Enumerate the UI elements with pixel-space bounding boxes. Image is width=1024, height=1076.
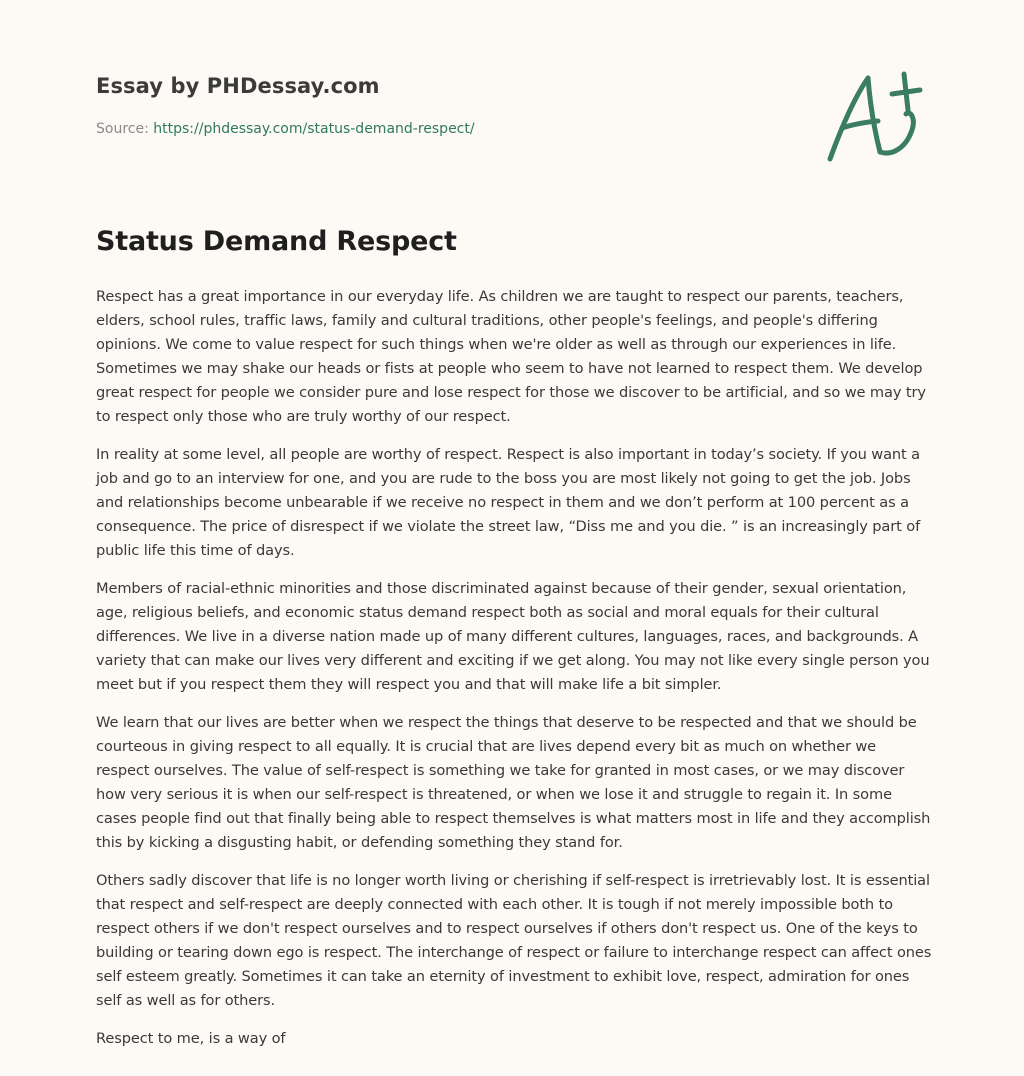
essay-paragraph: In reality at some level, all people are worthy of respect. Respect is also important in today’s society. If you want a job and go to an interview for one, and you are rude to the boss you are most likely not going to get the job. Jobs and relationships become unbearable if we receive no respect in them and we don’t perform at 100 percent as a consequence. The price of disrespect if we violate the street law, “Diss me and you die. ” is an increasingly part of public life this time of days. — [96, 446, 921, 559]
essay-paragraph: Respect has a great importance in our everyday life. As children we are taught to respect our parents, teachers, elders, school rules, traffic laws, family and cultural traditions, other people's feelings, and people's differing opinions. We come to value respect for such things when we're older as well as through our experiences in life. Sometimes we may shake our heads or fists at people who seem to have not learned to respect them. We develop great respect for people we consider pure and lose respect for those we discover to be artificial, and so we may try to respect only those who are truly worthy of our respect. — [96, 288, 926, 425]
essay-title: Status Demand Respect — [96, 226, 457, 257]
source-link[interactable]: https://phdessay.com/status-demand-respect/ — [153, 121, 475, 137]
a-plus-grade-graphic — [820, 66, 930, 166]
essay-paragraph: Others sadly discover that life is no longer worth living or cherishing if self-respect is irretrievably lost. It is essential that respect and self-respect are deeply connected with each other. It is tough if not merely impossible both to respect others if we don't respect ourselves and to respect ourselves if others don't respect us. One of the keys to building or tearing down ego is respect. The interchange of respect or failure to interchange respect can affect ones self esteem greatly. Sometimes it can take an eternity of investment to exhibit love, respect, admiration for ones self as well as for others. — [96, 872, 932, 1009]
site-brand: Essay by PHDessay.com — [96, 74, 380, 98]
essay-header — [96, 74, 796, 137]
essay-paragraph: We learn that our lives are better when we respect the things that deserve to be respected and that we should be courteous in giving respect to all equally. It is crucial that are lives depend every bit as much on whether we respect ourselves. The value of self-respect is something we take for granted in most cases, or we may discover how very serious it is when our self-respect is threatened, or when we lose it and struggle to regain it. In some cases people find out that finally being able to respect themselves is what matters most in life and they accomplish this by kicking a disgusting habit, or defending something they stand for. — [96, 714, 931, 851]
essay-paragraph: Members of racial-ethnic minorities and those discriminated against because of their gender, sexual orientation, age, religious beliefs, and economic status demand respect both as social and moral equals for their cultural differences. We live in a diverse nation made up of many different cultures, languages, races, and backgrounds. A variety that can make our lives very different and exciting if we get along. You may not like every single person you meet but if you respect them they will respect you and that will make life a bit simpler. — [96, 580, 930, 693]
essay-body — [96, 285, 932, 1065]
source-line — [96, 121, 796, 137]
a-plus-grade-icon — [820, 66, 930, 166]
essay-paragraph: Respect to me, is a way of — [96, 1030, 286, 1047]
source-label: Source: — [96, 121, 149, 137]
